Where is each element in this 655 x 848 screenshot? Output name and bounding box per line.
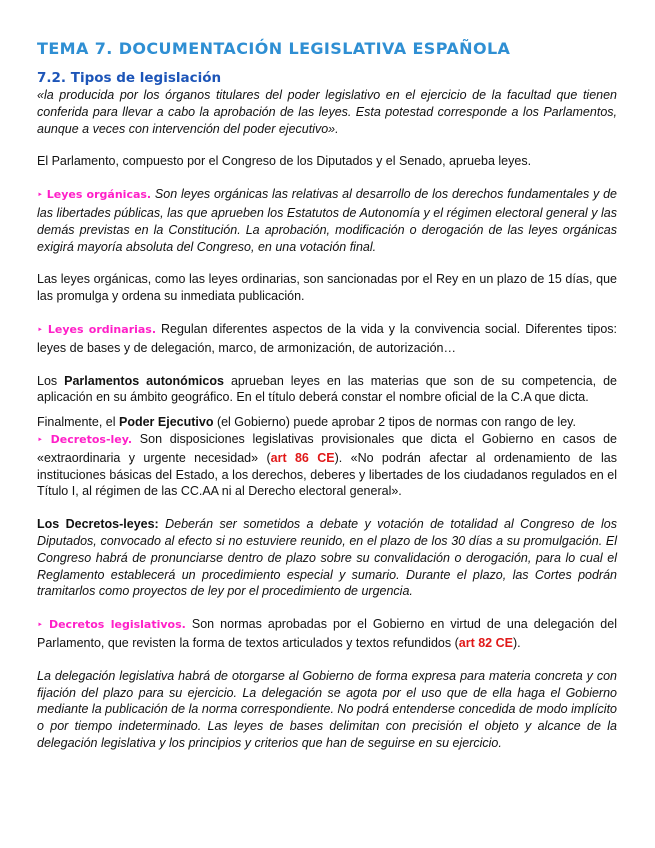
decretos-legislativos-paragraph xyxy=(37,616,617,652)
intro-quote: «la producida por los órganos titulares del poder legislativo en el ejercicio de la facultad que tienen conferida para llevar a cabo la aprobación de las leyes. Esta potestad corresponde a los Parlamentos, aunque a veces con intervención del poder ejecutivo». xyxy=(37,88,617,136)
bullet-icon: ‣ xyxy=(37,324,43,336)
decretos-legislativos-text1: Son normas aprobadas por el Gobierno en virtud de una delegación del Parlamento, que revisten la forma de textos articulados y textos refundidos ( xyxy=(37,617,617,650)
leyes-organicas-label: Leyes orgánicas. xyxy=(46,188,152,202)
ejecutivo-pre: Finalmente, el xyxy=(37,415,119,430)
section-subtitle: 7.2. Tipos de legislación xyxy=(37,70,222,86)
leyes-ordinarias-label: Leyes ordinarias. xyxy=(47,322,157,336)
decretos-ley-text1: Son disposiciones legislativas provisionales que dicta el Gobierno en casos de «extraordinaria y urgente necesidad» ( xyxy=(37,431,617,465)
decretos-legislativos-label: Decretos legislativos. xyxy=(48,618,186,632)
art-82-ce: art 82 CE xyxy=(458,635,513,650)
delegacion-paragraph: La delegación legislativa habrá de otorgarse al Gobierno de forma expresa para materia concreta y con fijación del plazo para su ejercicio. La delegación se agota por el uso que de ella haga el Gobierno mediante la publicación de la norma correspondiente. No podrá entenderse concedida de modo implícito o por tiempo indeterminado. Las leyes de bases delimitan con precisión el objeto y alcance de la delegación legislativa y los principios y criterios que han de seguirse en su ejercicio. xyxy=(37,668,617,750)
ejecutivo-text: (el Gobierno) puede aprobar 2 tipos de normas con rango de ley. xyxy=(213,415,576,430)
bullet-icon: ‣ xyxy=(37,434,43,446)
autonomicos-text: aprueban leyes en las materias que son de su competencia, de aplicación en su ámbito geográfico. En el título deberá constar el nombre oficial de la C.A que dicta. xyxy=(37,373,617,405)
document-page xyxy=(37,38,617,752)
decretos-ley-text2: ). «No podrán afectar al ordenamiento de las instituciones básicas del Estado, a los derechos, deberes y libertades de los ciudadanos regulados en el Título I, al régimen de las CC.AA ni al Derecho electoral general». xyxy=(37,450,617,499)
leyes-organicas-text: Son leyes orgánicas las relativas al desarrollo de los derechos fundamentales y de las libertades públicas, las que aprueben los Estatutos de Autonomía y el régimen electoral general y las demás previstas en la Constitución. La aprobación, modificación o derogación de las leyes orgánicas exigirá mayoría absoluta del Congreso, en una votación final. xyxy=(37,187,617,254)
decretos-ley-label: Decretos-ley. xyxy=(50,432,133,446)
autonomicos-bold: Parlamentos autonómicos xyxy=(64,373,224,388)
document-title: TEMA 7. DOCUMENTACIÓN LEGISLATIVA ESPAÑOLA xyxy=(37,39,511,58)
parliament-paragraph: El Parlamento, compuesto por el Congreso de los Diputados y el Senado, aprueba leyes. xyxy=(37,154,532,169)
autonomicos-pre: Los xyxy=(37,373,65,388)
leyes-ordinarias-text: Regulan diferentes aspectos de la vida y la convivencia social. Diferentes tipos: leyes de bases y de delegación, marco, de armonización, de autorización… xyxy=(37,321,617,355)
leyes-organicas-paragraph xyxy=(37,186,617,255)
decretos-legislativos-text2: ). xyxy=(512,635,521,650)
bullet-icon: ‣ xyxy=(37,190,43,202)
art-86-ce: art 86 CE xyxy=(270,450,335,465)
bullet-icon: ‣ xyxy=(37,620,43,632)
decretos-leyes-note-paragraph xyxy=(37,516,617,600)
poder-ejecutivo-paragraph xyxy=(37,414,617,431)
decretos-leyes-note-text: Deberán ser sometidos a debate y votación de totalidad al Congreso de los Diputados, convocado al efecto si no estuviere reunido, en el plazo de los 30 días a su promulgación. El Congreso habrá de pronunciarse dentro de plazo sobre su convalidación o derogación, para lo cual el Reglamento establecerá un procedimiento especial y sumario. Durante el plazo, las Cortes podrán tramitarlos como proyectos de ley por el procedimiento de urgencia. xyxy=(37,517,617,599)
parlamentos-autonomicos-paragraph xyxy=(37,373,617,407)
leyes-ordinarias-paragraph xyxy=(37,321,617,357)
decretos-leyes-note-bold: Los Decretos-leyes: xyxy=(37,517,159,532)
ejecutivo-bold: Poder Ejecutivo xyxy=(118,415,214,430)
sanction-paragraph: Las leyes orgánicas, como las leyes ordinarias, son sancionadas por el Rey en un plazo de 15 días, que las promulga y ordena su inmediata publicación. xyxy=(37,272,617,304)
decretos-ley-paragraph xyxy=(37,431,617,500)
